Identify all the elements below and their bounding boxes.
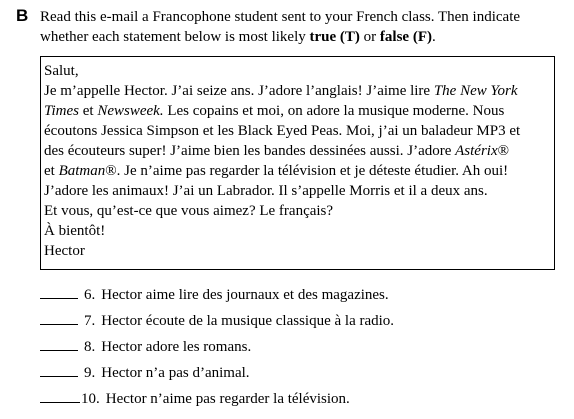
email-line — [44, 161, 554, 181]
email-text: Les copains et moi, on adore la musique moderne. Nous — [163, 103, 505, 119]
statement-item — [40, 284, 560, 304]
section-letter: B — [16, 6, 29, 25]
statement-number: 8. — [84, 339, 96, 355]
email-text: ®. Je n’aime pas regarder la télévision et je déteste étudier. Ah oui! — [105, 163, 509, 179]
statement-number: 10. — [81, 391, 100, 407]
statement-item — [40, 362, 560, 382]
email-text: Je m’appelle Hector. J’ai seize ans. J’adore l’anglais! J’aime lire — [44, 83, 434, 99]
statement-text: Hector adore les romans. — [101, 339, 252, 355]
statement-text: Hector n’a pas d’animal. — [101, 365, 250, 381]
email-line: Et vous, qu’est-ce que vous aimez? Le français? — [44, 203, 334, 219]
statement-item — [40, 310, 560, 330]
statement-text: Hector écoute de la musique classique à la radio. — [101, 313, 395, 329]
answer-blank[interactable] — [40, 388, 80, 403]
answer-blank[interactable] — [40, 310, 78, 325]
statement-number: 6. — [84, 287, 96, 303]
magazine-title: The New York — [433, 83, 518, 99]
statement-item — [40, 388, 560, 408]
statement-number: 7. — [84, 313, 96, 329]
true-label: true (T) — [309, 29, 360, 45]
email-salutation: Salut, — [44, 63, 79, 79]
email-box — [40, 56, 555, 270]
answer-blank[interactable] — [40, 336, 78, 351]
magazine-title: Times — [44, 103, 80, 119]
email-line: écoutons Jessica Simpson et les Black Eyed Peas. Moi, j’ai un baladeur MP3 et — [44, 123, 521, 139]
email-line: À bientôt! — [44, 223, 106, 239]
answer-blank[interactable] — [40, 362, 78, 377]
comic-title: Astérix — [455, 143, 498, 159]
registered-mark: ® — [497, 143, 510, 159]
email-line — [44, 101, 554, 121]
email-text: des écouteurs super! J’aime bien les bandes dessinées aussi. J’adore — [44, 143, 456, 159]
instructions-or: or — [359, 29, 380, 45]
answer-blank[interactable] — [40, 284, 78, 299]
instructions-end: . — [431, 29, 436, 45]
email-line: J’adore les animaux! J’ai un Labrador. Il s’appelle Morris et il a deux ans. — [44, 183, 488, 199]
email-line — [44, 141, 554, 161]
statement-number: 9. — [84, 365, 96, 381]
email-line — [44, 81, 554, 101]
email-signature: Hector — [44, 243, 85, 259]
statement-text: Hector n’aime pas regarder la télévision. — [105, 391, 350, 407]
email-text: et — [79, 103, 98, 119]
comic-title: Batman — [58, 163, 106, 179]
magazine-title: Newsweek. — [97, 103, 164, 119]
email-text: et — [44, 163, 59, 179]
statement-list — [40, 284, 560, 414]
instructions-text: Read this e-mail a Francophone student sent to your French class. Then indicate whether each statement below is most likely — [40, 9, 521, 45]
false-label: false (F) — [379, 29, 432, 45]
statement-item — [40, 336, 560, 356]
instructions — [40, 7, 570, 47]
statement-text: Hector aime lire des journaux et des magazines. — [101, 287, 389, 303]
